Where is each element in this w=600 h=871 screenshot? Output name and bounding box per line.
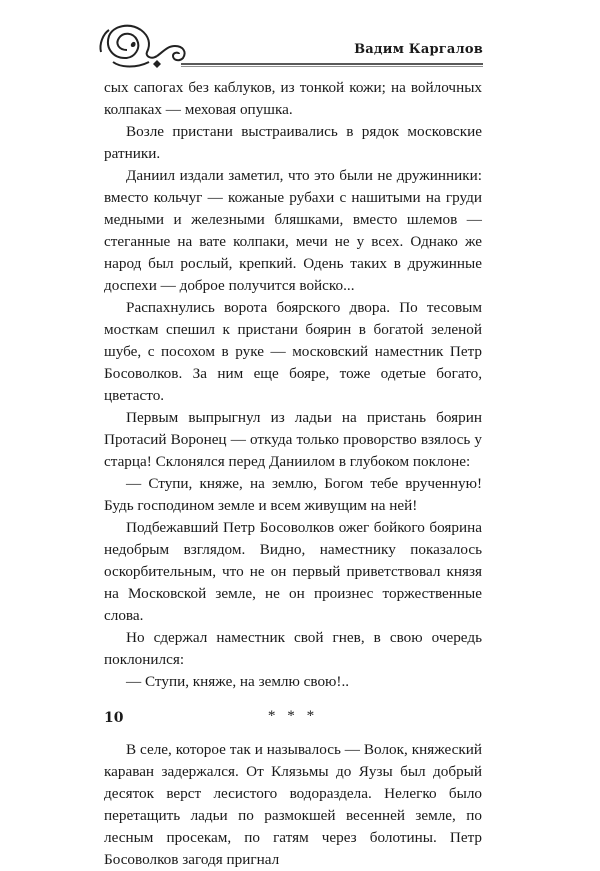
paragraph: — Ступи, княже, на землю, Богом тебе врученную! Будь господином земле и всем живущим на ней! (104, 475, 482, 514)
paragraph: Возле пристани выстраивались в рядок московские ратники. (104, 123, 482, 162)
section-separator: * * * (267, 707, 319, 724)
paragraph: Первым выпрыгнул из ладьи на пристань боярин Протасий Воронец — откуда только проворство взялось у старца! Склонялся перед Даниилом в глубоком поклоне: (104, 409, 482, 470)
paragraph: Но сдержал наместник свой гнев, в свою очередь поклонился: (104, 629, 482, 668)
page-header (97, 22, 483, 72)
main-text (104, 77, 482, 871)
paragraph: сых сапогах без каблуков, из тонкой кожи; на войлочных колпаках — меховая опушка. (104, 79, 482, 118)
paragraph: — Ступи, княже, на землю свою!.. (126, 673, 350, 690)
paragraph: Даниил издали заметил, что это были не дружинники: вместо кольчуг — кожаные рубахи с нашитыми на груди медными и железными бляшками, вместо шлемов — стеганные на вате колпаки, мечи не у всех. Однако же народ был рослый, крепкий. Одень таких в дружинные доспехи — доброе получится войско... (104, 167, 482, 294)
paragraph: Распахнулись ворота боярского двора. По тесовым мосткам спешил к пристани боярин в богатой зеленой шубе, с посохом в руке — московский наместник Петр Босоволков. За ним еще бояре, тоже одетые богато, цветасто. (104, 299, 482, 404)
paragraph: Подбежавший Петр Босоволков ожег бойкого боярина недобрым взглядом. Видно, наместнику показалось оскорбительным, что не он первый приветствовал князя на Московской земле, не он произнес торжественные слова. (104, 519, 482, 624)
author-name: Вадим Каргалов (354, 42, 483, 57)
paragraph: В селе, которое так и называлось — Волок, княжеский караван задержался. От Клязьмы до Яузы был добрый десяток верст лесистого водораздела. Нелегко было перетащить ладьи по размокшей весенней земле, по лесным просекам, по гатям через болотины. Петр Босоволков загодя пригнал (104, 741, 482, 868)
page-number: 10 (104, 710, 124, 726)
